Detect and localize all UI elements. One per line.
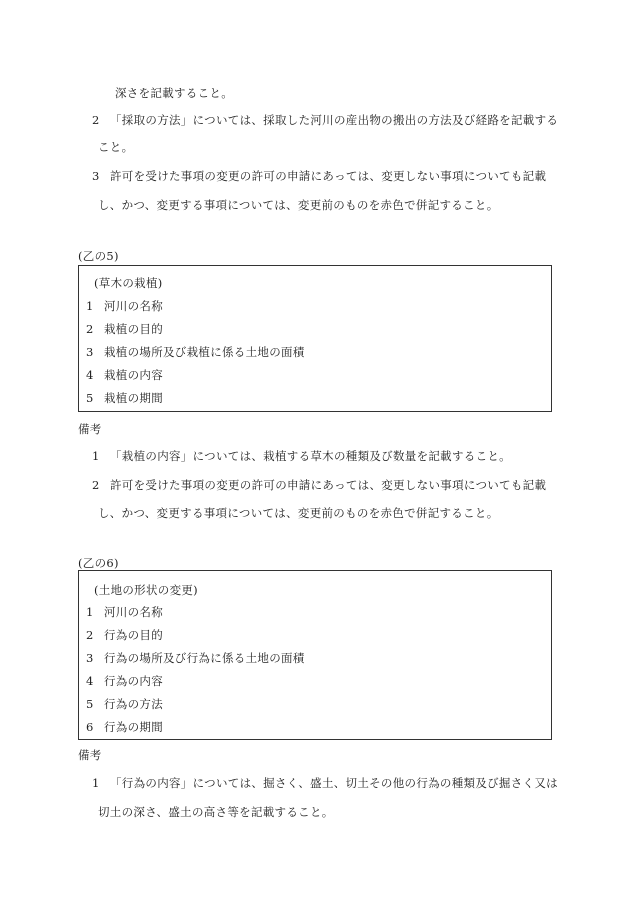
item-text: 行為の期間 xyxy=(104,720,163,734)
item-text: 栽植の期間 xyxy=(104,391,163,405)
form-item xyxy=(86,345,305,359)
item-text: 栽植の内容 xyxy=(104,368,163,382)
remark-item-2 xyxy=(92,113,558,127)
remarks-title: 備考 xyxy=(78,748,102,762)
remark-text: 「採取の方法」については、採取した河川の産出物の搬出の方法及び経路を記載する xyxy=(110,113,559,127)
remark-continuation: し、かつ、変更する事項については、変更前のものを赤色で併記すること。 xyxy=(98,198,499,212)
item-text: 行為の目的 xyxy=(104,628,163,642)
form-item xyxy=(86,368,163,382)
form-item xyxy=(86,391,163,405)
item-number: 2 xyxy=(86,322,94,336)
item-text: 河川の名称 xyxy=(104,605,163,619)
form-item xyxy=(86,720,163,734)
remark-item-3 xyxy=(92,169,546,183)
item-number: 3 xyxy=(86,651,94,665)
item-number: 1 xyxy=(86,299,94,313)
remark-continuation: 切土の深さ、盛土の高さ等を記載すること。 xyxy=(98,805,334,819)
form-item xyxy=(86,322,163,336)
remark-continuation: し、かつ、変更する事項については、変更前のものを赤色で併記すること。 xyxy=(98,506,499,520)
item-text: 行為の場所及び行為に係る土地の面積 xyxy=(104,651,305,665)
item-number: 2 xyxy=(86,628,94,642)
item-text: 河川の名称 xyxy=(104,299,163,313)
remarks-title: 備考 xyxy=(78,422,102,436)
remark-text: 「栽植の内容」については、栽植する草木の種類及び数量を記載すること。 xyxy=(110,449,511,463)
remark-number: 2 xyxy=(92,478,100,492)
remark-text: 許可を受けた事項の変更の許可の申請にあっては、変更しない事項についても記載 xyxy=(110,169,547,183)
item-number: 4 xyxy=(86,674,94,688)
remark-number: 2 xyxy=(92,113,100,127)
item-number: 3 xyxy=(86,345,94,359)
form-item xyxy=(86,605,163,619)
form-item xyxy=(86,299,163,313)
form-label: (乙の6) xyxy=(78,556,119,570)
item-number: 4 xyxy=(86,368,94,382)
remark-number: 3 xyxy=(92,169,100,183)
form-item xyxy=(86,697,163,711)
item-text: 行為の方法 xyxy=(104,697,163,711)
remark-item-2 xyxy=(92,478,546,492)
item-number: 5 xyxy=(86,697,94,711)
item-number: 5 xyxy=(86,391,94,405)
item-text: 行為の内容 xyxy=(104,674,163,688)
form-item xyxy=(86,674,163,688)
remark-text: 「行為の内容」については、掘さく、盛土、切土その他の行為の種類及び掘さく又は xyxy=(110,776,558,790)
item-number: 1 xyxy=(86,605,94,619)
remark-number: 1 xyxy=(92,776,100,790)
remark-item-1 xyxy=(92,776,558,790)
remark-continuation: こと。 xyxy=(98,140,134,154)
item-text: 栽植の目的 xyxy=(104,322,163,336)
remark-continuation: 深さを記載すること。 xyxy=(115,86,233,100)
form-heading: (土地の形状の変更) xyxy=(94,583,198,597)
item-text: 栽植の場所及び栽植に係る土地の面積 xyxy=(104,345,305,359)
form-item xyxy=(86,651,305,665)
remark-number: 1 xyxy=(92,449,100,463)
remark-text: 許可を受けた事項の変更の許可の申請にあっては、変更しない事項についても記載 xyxy=(110,478,547,492)
item-number: 6 xyxy=(86,720,94,734)
remark-item-1 xyxy=(92,449,511,463)
form-heading: (草木の栽植) xyxy=(94,276,163,290)
form-label: (乙の5) xyxy=(78,249,119,263)
form-item xyxy=(86,628,163,642)
